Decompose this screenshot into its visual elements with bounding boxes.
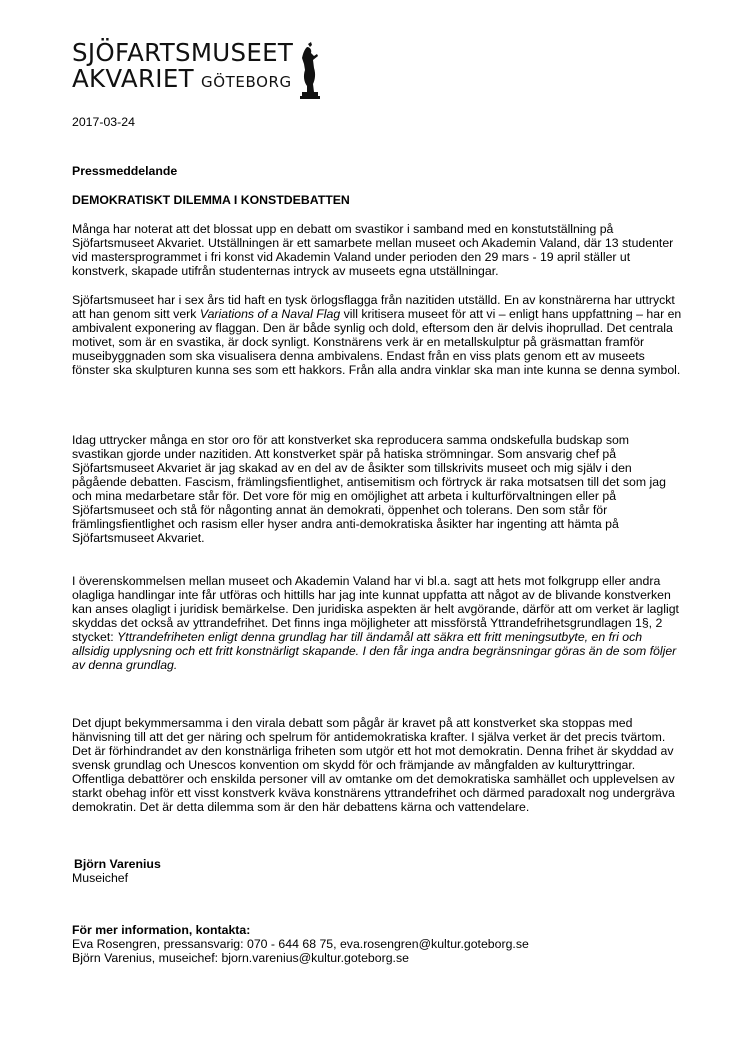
law-quote: Yttrandefriheten enligt denna grundlag har till ändamål att säkra ett fritt meningsutbyte, en fri och allsidig upplysning och ett fritt konstnärligt skapande. I den får inga andra begränsningar göras än de som följer av denna grundlag.: [72, 630, 677, 672]
museum-logo: [72, 40, 293, 95]
paragraph-2-part-b: vill kritisera museet för att vi – enligt hans uppfattning – har en ambivalent exponering av flaggan. Den är både synlig och dold, eftersom den är delvis ihoprullad. Det centrala motivet, som är en svastika, är dock synligt. Konstnärens verk är en metallskulptur på gräsmattan framför museibyggnaden som ska visualisera denna ambivalens. Endast från en viss plats genom ett av museets fönster ska skulpturen kunna ses som ett hakkors. Från alla andra vinklar ska man inte kunna se denna symbol.: [72, 307, 682, 377]
paragraph-2: [72, 293, 682, 377]
signature-title: Museichef: [72, 871, 129, 885]
document-type: Pressmeddelande: [72, 164, 178, 178]
logo-line1: SJÖFARTSMUSEET: [72, 38, 294, 67]
paragraph-2-part-a: Sjöfartsmuseet har i sex års tid haft en tysk örlogsflagga från nazitiden utställd. En av konstnärerna har uttryckt att han genom sitt verk: [72, 293, 675, 321]
logo-city: GÖTEBORG: [200, 73, 292, 91]
contact-heading: För mer information, kontakta:: [72, 923, 251, 937]
paragraph-1: Många har noterat att det blossat upp en debatt om svastikor i samband med en konstutställning på Sjöfartsmuseet Akvariet. Utställningen är ett samarbete mellan museet och Akademin Valand, där 13 studenter vid mastersprogrammet i fri konst vid Akademin Valand under perioden den 29 mars - 19 april ställer ut konstverk, skapade utifrån studenternas intryck av museets egna utställningar.: [72, 222, 674, 278]
headline: DEMOKRATISKT DILEMMA I KONSTDEBATTEN: [72, 193, 350, 207]
logo-line2: [72, 66, 293, 95]
paragraph-5: Det djupt bekymmersamma i den virala debatt som pågår är kravet på att konstverket ska stoppas med hänvisning till att det ger näring och spelrum för antidemokratiska krafter. I själva verket är det precis tvärtom. Det är förhindrandet av den konstnärliga friheten som utgör ett hot mot demokratin. Denna frihet är skyddad av svensk grundlag och Unescos konvention om skydd för och främjande av mångfalden av kulturyttringar. Offentliga debattörer och enskilda personer vill av omtanke om det demokratiska samhället och upplevelsen av starkt obehag inför ett visst konstverk kväva konstnärens yttrandefrihet och därmed paradoxalt nog undergräva demokratin. Det är detta dilemma som är den här debattens kärna och vattendelare.: [72, 716, 675, 814]
paragraph-4: [72, 574, 682, 672]
statue-logo-icon: [296, 42, 322, 100]
paragraph-3: Idag uttrycker många en stor oro för att konstverket ska reproducera samma ondskefulla budskap som svastikan gjorde under nazitiden. Att konstverket spär på hatiska strömningar. Som ansvarig chef på Sjöfartsmuseet Akvariet är jag skakad av en del av de åsikter som tillskrivits museet och mig själv i den pågående debatten. Fascism, främlingsfientlighet, antisemitism och förtryck är raka motsatsen till det som jag och mina medarbetare står för. Det vore för mig en omöjlighet att arbeta i kulturförvaltningen eller på Sjöfartsmuseet och stå för någonting annat än demokrati, öppenhet och tolerans. Den som står för främlingsfientlighet och rasism eller hyser andra anti-demokratiska åsikter har ingenting att hämta på Sjöfartsmuseet Akvariet.: [72, 433, 666, 545]
artwork-title: Variations of a Naval Flag: [199, 307, 341, 321]
logo-akvariet: AKVARIET: [72, 64, 194, 93]
contact-line-1: Eva Rosengren, pressansvarig: 070 - 644 68 75, eva.rosengren@kultur.goteborg.se: [72, 937, 529, 951]
contact-line-2: Björn Varenius, museichef: bjorn.varenius@kultur.goteborg.se: [72, 951, 409, 965]
signature-name: Björn Varenius: [74, 857, 161, 871]
paragraph-4-part-a: I överenskommelsen mellan museet och Akademin Valand har vi bl.a. sagt att hets mot folkgrupp eller andra olagliga handlingar inte får utföras och hittills har jag inte kunnat uppfatta att något av de blivande konstverken kan anses olagligt i juridisk bemärkelse. Den juridiska aspekten är helt avgörande, därför att om verket är lagligt skyddas det också av yttrandefrihet. Det finns inga möjligheter att missförstå Yttrandefrihetsgrundlagen 1§, 2 stycket:: [72, 574, 679, 644]
release-date: 2017-03-24: [72, 115, 135, 129]
